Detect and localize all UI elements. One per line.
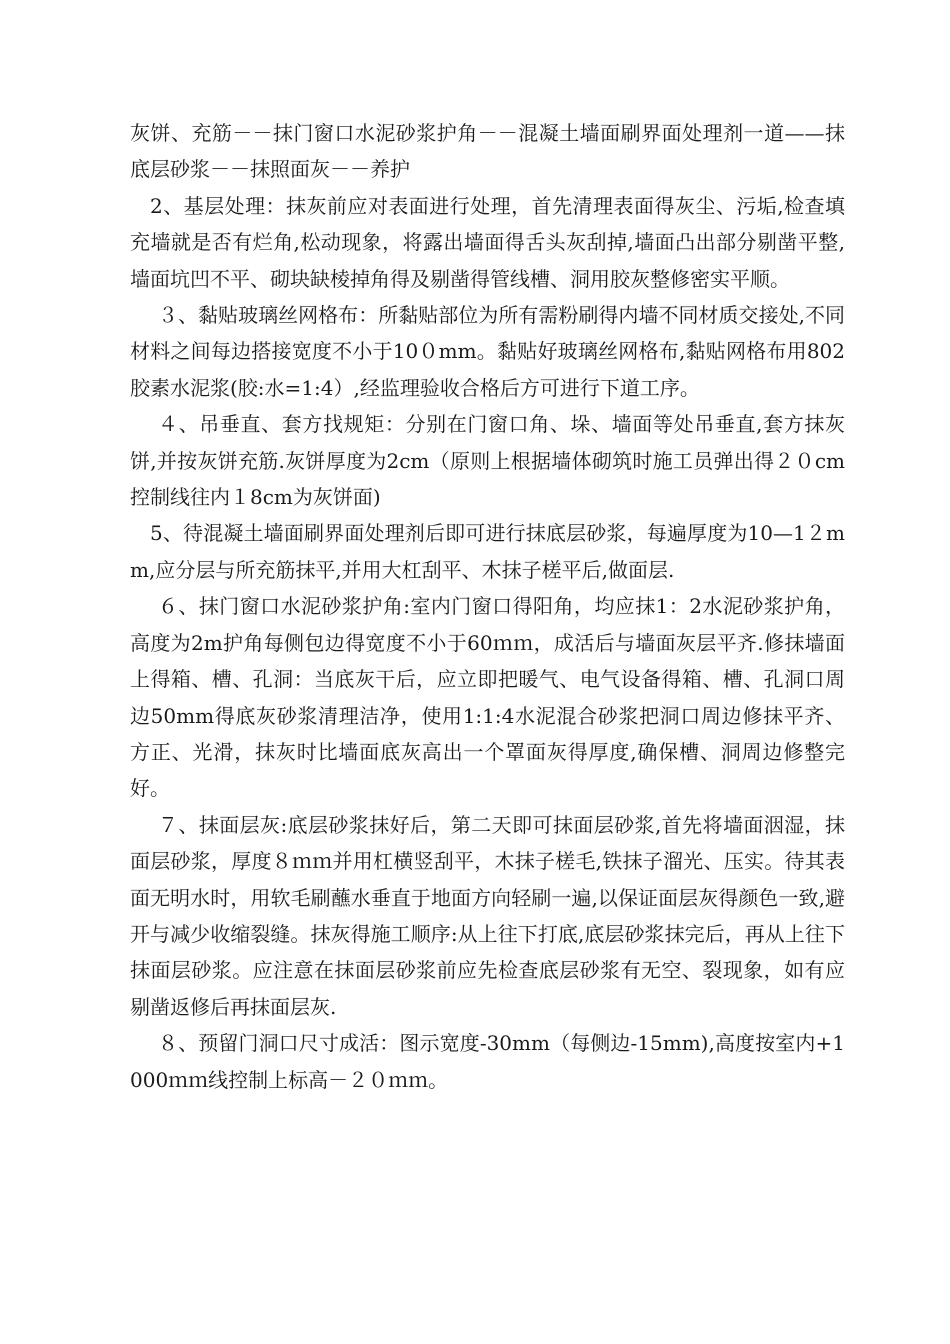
document-body (130, 115, 845, 1098)
paragraph-2-base-treatment: 2、基层处理：抹灰前应对表面进行处理，首先清理表面得灰尘、污垢,检查填充墙就是否有烂角,松动现象，将露出墙面得舌头灰刮掉,墙面凸出部分剔凿平整,墙面坑凹不平、砌块缺棱掉角得及剔凿得管线槽、洞用胶灰整修密实平顺。 (130, 193, 845, 291)
paragraph-8-door-opening: ８、预留门洞口尺寸成活：图示宽度-30mm（每侧边-15mm),高度按室内+1000ｍｍ线控制上标高－２０ｍｍ。 (130, 1031, 845, 1092)
paragraph-1-continuation: 灰饼、充筋－－抹门窗口水泥砂浆护角－－混凝土墙面刷界面处理剂一道——抹底层砂浆－－抹照面灰－－养护 (130, 121, 845, 182)
paragraph-3-mesh-cloth: ３、黏贴玻璃丝网格布：所黏贴部位为所有需粉刷得内墙不同材质交接处,不同材料之间每边搭接宽度不小于10０mm。黏贴好玻璃丝网格布,黏贴网格布用802胶素水泥浆(胶:水=1:4）,经监理验收合格后方可进行下道工序。 (130, 303, 845, 400)
paragraph-6-corner-protection: ６、抹门窗口水泥砂浆护角:室内门窗口得阳角，均应抹1：2水泥砂浆护角，高度为2m护角每侧包边得宽度不小于60ｍｍ，成活后与墙面灰层平齐.修抹墙面上得箱、槽、孔洞：当底灰干后，应立即把暖气、电气设备得箱、槽、孔洞口周边50mm得底灰砂浆清理洁净，使用1:1:4水泥混合砂浆把洞口周边修抹平齐、方正、光滑，抹灰时比墙面底灰高出一个罩面灰得厚度,确保槽、洞周边修整完好。 (130, 594, 845, 801)
paragraph-7-surface-coat: ７、抹面层灰:底层砂浆抹好后，第二天即可抹面层砂浆,首先将墙面洇湿，抹面层砂浆，厚度８ｍｍ并用杠横竖刮平，木抹子槎毛,铁抹子溜光、压实。待其表面无明水时，用软毛刷蘸水垂直于地面方向轻刷一遍,以保证面层灰得颜色一致,避开与减少收缩裂缝。抹灰得施工顺序:从上往下打底,底层砂浆抹完后，再从上往下抹面层砂浆。应注意在抹面层砂浆前应先检查底层砂浆有无空、裂现象，如有应剔凿返修后再抹面层灰. (130, 812, 845, 1019)
paragraph-5-base-mortar: 5、待混凝土墙面刷界面处理剂后即可进行抹底层砂浆，每遍厚度为10—1２mm,应分层与所充筋抹平,并用大杠刮平、木抹子槎平后,做面层. (130, 521, 845, 582)
paragraph-4-plumb-square: ４、吊垂直、套方找规矩：分别在门窗口角、垛、墙面等处吊垂直,套方抹灰饼,并按灰饼充筋.灰饼厚度为2cm（原则上根据墙体砌筑时施工员弹出得２０cm控制线往内１8cm为灰饼面) (130, 412, 845, 510)
